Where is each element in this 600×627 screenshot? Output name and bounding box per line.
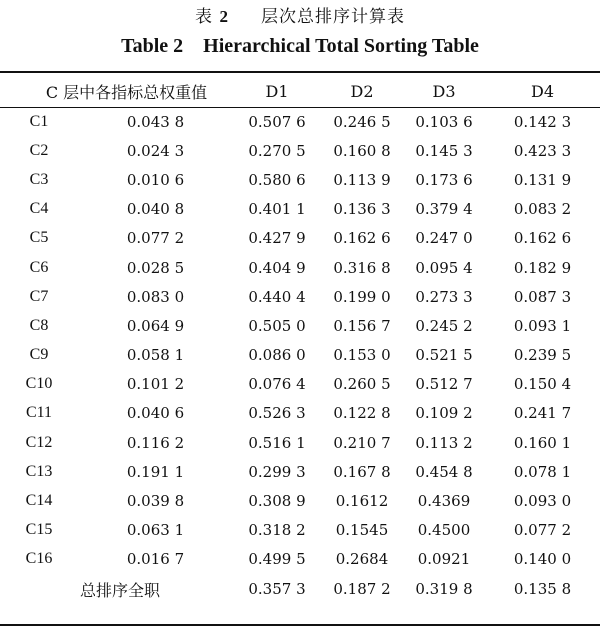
cell-d4: 0.093 1 [513, 316, 572, 335]
cell-d2: 0.153 0 [333, 346, 391, 365]
total-label: 总排序全职 [80, 580, 161, 600]
cell-weight: 0.040 8 [126, 200, 185, 219]
caption-number: 2 [219, 7, 229, 26]
cell-d2: 0.156 7 [333, 316, 391, 335]
cell-d3: 0.4500 [417, 521, 471, 540]
cell-weight: 0.058 1 [126, 346, 185, 365]
cell-d1: 0.499 5 [248, 550, 306, 569]
table-row [0, 165, 600, 194]
cell-d3: 0.095 4 [415, 258, 473, 277]
cell-d4: 0.077 2 [513, 521, 572, 540]
row-label: C9 [29, 346, 49, 364]
cell-weight: 0.083 0 [126, 287, 185, 306]
cell-d3: 0.273 3 [415, 287, 473, 306]
table-total-row [0, 574, 600, 604]
cell-d4: 0.182 9 [513, 258, 572, 277]
total-d1: 0.357 3 [248, 580, 306, 598]
table-row [0, 253, 600, 282]
table-caption-en: Table 2 Hierarchical Total Sorting Table [121, 35, 479, 57]
cell-d4: 0.078 1 [513, 462, 572, 481]
table-row [0, 136, 600, 165]
cell-d4: 0.241 7 [513, 404, 572, 423]
row-label: C8 [29, 316, 49, 334]
row-label: C15 [25, 521, 53, 539]
row-label: C11 [25, 404, 53, 422]
header-d2: D2 [350, 81, 374, 101]
row-label: C3 [29, 170, 49, 188]
caption-prefix: 表 [195, 7, 214, 27]
cell-weight: 0.040 6 [126, 404, 185, 423]
cell-d1: 0.308 9 [248, 492, 306, 511]
cell-d1: 0.401 1 [248, 200, 306, 219]
row-label: C4 [29, 200, 49, 218]
cell-d1: 0.270 5 [248, 141, 306, 160]
cell-d4: 0.423 3 [513, 141, 572, 160]
row-label: C7 [29, 287, 49, 305]
cell-d3: 0.109 2 [415, 404, 473, 423]
table-row [0, 195, 600, 224]
table-row [0, 545, 600, 574]
cell-d3: 0.4369 [417, 492, 471, 511]
cell-d4: 0.083 2 [513, 200, 572, 219]
cell-d1: 0.580 6 [248, 170, 306, 189]
row-label: C12 [25, 433, 53, 451]
cell-d3: 0.0921 [417, 550, 471, 569]
cell-d2: 0.1612 [335, 492, 389, 511]
table-row [0, 399, 600, 428]
header-d1: D1 [265, 81, 289, 101]
total-d4: 0.135 8 [513, 580, 572, 598]
hierarchical-total-sorting-table [0, 75, 600, 604]
table-row [0, 516, 600, 545]
table-row [0, 486, 600, 515]
cell-d1: 0.086 0 [248, 346, 306, 365]
table-row [0, 224, 600, 253]
cell-d3: 0.173 6 [415, 170, 473, 189]
cell-d2: 0.122 8 [333, 404, 391, 423]
row-label: C10 [25, 375, 53, 393]
cell-weight: 0.043 8 [126, 112, 185, 131]
cell-weight: 0.010 6 [126, 170, 185, 189]
header-d3: D3 [432, 81, 456, 101]
cell-d1: 0.516 1 [248, 433, 306, 452]
table-row [0, 457, 600, 486]
table-body [0, 107, 600, 604]
cell-d1: 0.318 2 [248, 521, 306, 540]
cell-d1: 0.427 9 [248, 229, 306, 248]
cell-d2: 0.210 7 [333, 433, 391, 452]
cell-d2: 0.167 8 [333, 462, 391, 481]
cell-weight: 0.028 5 [126, 258, 185, 277]
cell-d1: 0.526 3 [248, 404, 306, 423]
cell-d2: 0.160 8 [333, 141, 391, 160]
cell-d1: 0.299 3 [248, 462, 306, 481]
cell-weight: 0.077 2 [126, 229, 185, 248]
cell-weight: 0.064 9 [126, 316, 185, 335]
cell-d2: 0.260 5 [333, 375, 391, 394]
cell-weight: 0.101 2 [126, 375, 185, 394]
cell-d3: 0.379 4 [415, 200, 473, 219]
table-header-row [0, 75, 600, 107]
header-weight: C 层中各指标总权重值 [45, 82, 208, 102]
row-label: C5 [29, 229, 49, 247]
cell-d4: 0.131 9 [513, 170, 572, 189]
cell-d2: 0.2684 [335, 550, 389, 569]
table-row [0, 282, 600, 311]
cell-d4: 0.160 1 [513, 433, 572, 452]
cell-d2: 0.246 5 [333, 112, 391, 131]
cell-d2: 0.1545 [335, 521, 389, 540]
table-row [0, 341, 600, 370]
cell-d3: 0.247 0 [415, 229, 473, 248]
cell-d4: 0.093 0 [513, 492, 572, 511]
cell-d4: 0.162 6 [513, 229, 572, 248]
cell-d1: 0.076 4 [248, 375, 306, 394]
cell-d3: 0.521 5 [415, 346, 473, 365]
cell-weight: 0.116 2 [126, 433, 185, 452]
total-d3: 0.319 8 [415, 580, 473, 598]
header-d4: D4 [530, 81, 554, 101]
table-bottom-rule [0, 624, 600, 626]
cell-d1: 0.440 4 [248, 287, 306, 306]
table-row [0, 428, 600, 457]
row-label: C6 [29, 258, 49, 276]
table-row [0, 311, 600, 340]
cell-weight: 0.024 3 [126, 141, 185, 160]
cell-d1: 0.505 0 [248, 316, 306, 335]
cell-d2: 0.113 9 [333, 170, 391, 189]
cell-d3: 0.113 2 [415, 433, 473, 452]
row-label: C16 [25, 550, 53, 568]
cell-d4: 0.087 3 [513, 287, 572, 306]
cell-weight: 0.039 8 [126, 492, 185, 511]
row-label: C14 [25, 492, 53, 510]
cell-d4: 0.140 0 [513, 550, 572, 569]
cell-d1: 0.507 6 [248, 112, 306, 131]
cell-d2: 0.199 0 [333, 287, 391, 306]
table-row [0, 370, 600, 399]
row-label: C13 [25, 462, 53, 480]
cell-d3: 0.512 7 [415, 375, 473, 394]
cell-weight: 0.016 7 [126, 550, 185, 569]
cell-d2: 0.136 3 [333, 200, 391, 219]
cell-d4: 0.150 4 [513, 375, 572, 394]
cell-d4: 0.239 5 [513, 346, 572, 365]
cell-d4: 0.142 3 [513, 112, 572, 131]
caption-title-cn: 层次总排序计算表 [260, 7, 405, 27]
cell-d2: 0.316 8 [333, 258, 391, 277]
cell-d3: 0.145 3 [415, 141, 473, 160]
cell-d1: 0.404 9 [248, 258, 306, 277]
table-row [0, 107, 600, 136]
cell-d3: 0.245 2 [415, 316, 473, 335]
cell-weight: 0.063 1 [126, 521, 185, 540]
table-caption-cn [0, 2, 600, 27]
total-d2: 0.187 2 [333, 580, 391, 598]
cell-d3: 0.454 8 [415, 462, 473, 481]
row-label: C2 [29, 141, 49, 159]
cell-d3: 0.103 6 [415, 112, 473, 131]
cell-weight: 0.191 1 [126, 462, 185, 481]
table-top-rule [0, 71, 600, 73]
row-label: C1 [29, 112, 49, 130]
cell-d2: 0.162 6 [333, 229, 391, 248]
